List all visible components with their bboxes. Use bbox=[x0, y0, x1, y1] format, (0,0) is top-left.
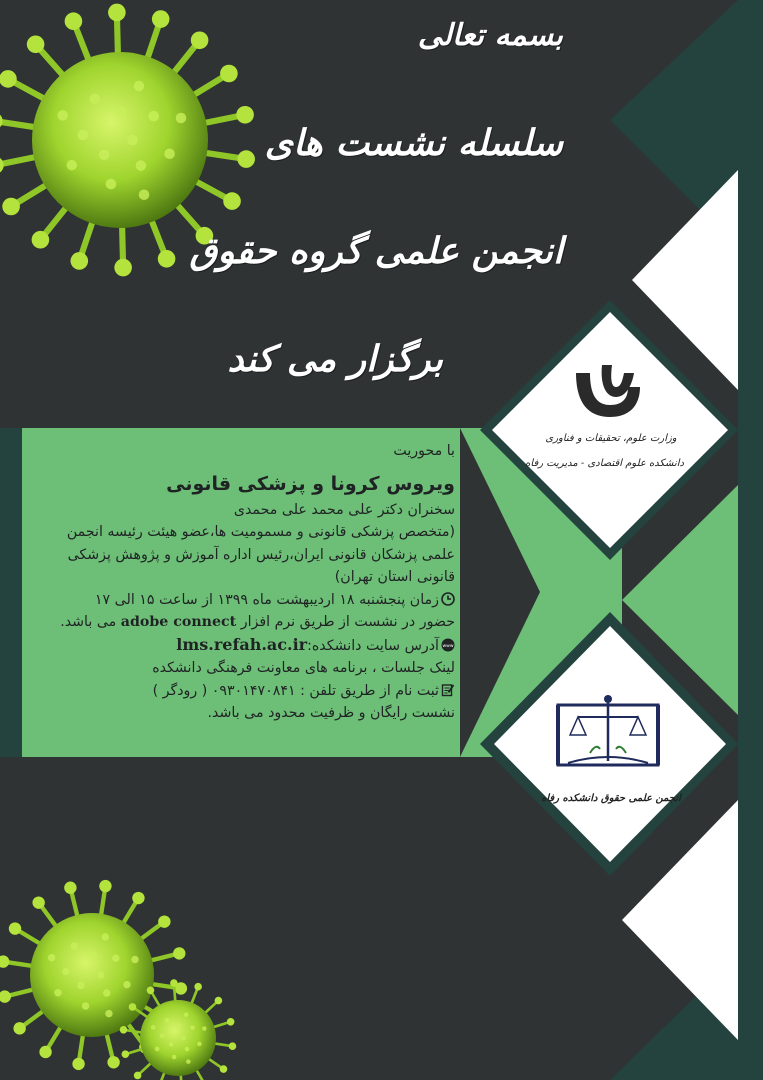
register-row bbox=[40, 680, 455, 703]
bio-line-3: قانونی استان تهران) bbox=[334, 569, 455, 585]
svg-text:www: www bbox=[442, 643, 454, 649]
site-row bbox=[40, 634, 455, 658]
register-text: ثبت نام از طریق تلفن : ۰۹۳۰۱۴۷۰۸۴۱ ( رودگر ) bbox=[152, 682, 439, 699]
intro-text: با محوریت bbox=[393, 443, 455, 459]
right-border bbox=[738, 0, 763, 1080]
organizer-title: انجمن علمی گروه حقوق bbox=[189, 230, 563, 272]
association-caption: انجمن علمی حقوق دانشکده رفاه bbox=[541, 793, 681, 804]
bio-line-2: علمی پزشکان قانونی ایران،رئیس اداره آموزش و پژوهش پزشکی bbox=[67, 546, 455, 563]
link-info-text: لینک جلسات ، برنامه های معاونت فرهنگی دانشکده bbox=[152, 660, 455, 676]
attend-row bbox=[40, 611, 455, 634]
attend-software: adobe connect bbox=[120, 614, 237, 630]
series-title: سلسله نشست های bbox=[264, 122, 563, 164]
university-caption-1: وزارت علوم، تحقیقات و فناوری bbox=[545, 433, 677, 444]
edit-form-icon bbox=[441, 683, 455, 697]
site-url-link[interactable]: lms.refah.ac.ir bbox=[176, 634, 308, 654]
site-label: آدرس سایت دانشکده: bbox=[307, 637, 439, 654]
speaker-text: سخنران دکتر علی محمد علی محمدی bbox=[233, 501, 455, 518]
free-capacity-text: نشست رایگان و ظرفیت محدود می باشد. bbox=[207, 705, 455, 721]
basmala-title: بسمه تعالی bbox=[417, 18, 563, 53]
event-info bbox=[40, 440, 455, 725]
bio-line-1: (متخصص پزشکی قانونی و مسمومیت ها،عضو هیئت رئیسه انجمن bbox=[66, 524, 455, 540]
time-row bbox=[40, 589, 455, 612]
time-text: زمان پنجشنبه ۱۸ اردیبهشت ماه ۱۳۹۹ از ساعت ۱۵ الی ۱۷ bbox=[94, 591, 439, 608]
university-caption-2: دانشکده علوم اقتصادی - مدیریت رفاه bbox=[525, 458, 684, 469]
clock-icon bbox=[441, 592, 455, 606]
event-subject: ویروس کرونا و پزشکی قانونی bbox=[166, 472, 455, 495]
globe-www-icon bbox=[441, 638, 455, 652]
holds-title: برگزار می کند bbox=[227, 338, 443, 380]
attend-suffix: می باشد. bbox=[60, 614, 117, 630]
attend-prefix: حضور در نشست از طریق نرم افزار bbox=[240, 614, 455, 630]
